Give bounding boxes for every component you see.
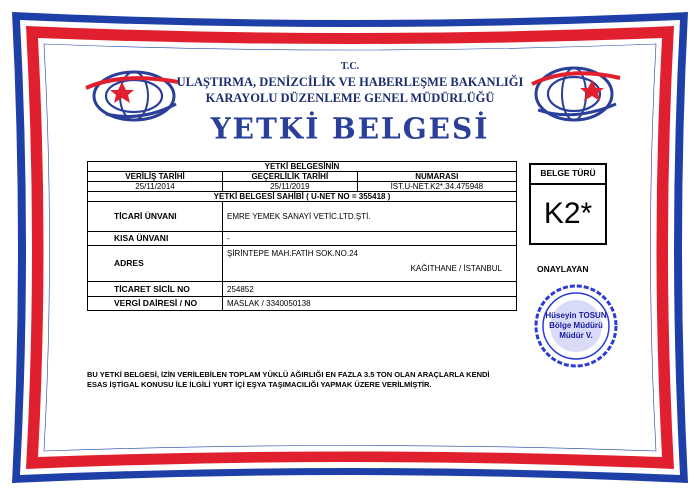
stamp-line2: Bölge Müdürü bbox=[549, 321, 603, 330]
header-directorate: KARAYOLU DÜZENLEME GENEL MÜDÜRLÜĞÜ bbox=[205, 91, 495, 105]
kisa-unvan-label: KISA ÜNVANI bbox=[88, 232, 223, 246]
onaylayan-label: ONAYLAYAN bbox=[537, 264, 589, 274]
adres-value bbox=[223, 246, 517, 282]
belge-turu-box bbox=[529, 163, 607, 245]
footer-line1: BU YETKİ BELGESİ, İZİN VERİLEBİLEN TOPLAM YÜKLÜ AĞIRLIĞI EN FAZLA 3.5 TON OLAN ARAÇLARLA KENDİ bbox=[87, 370, 490, 379]
ticari-unvan-label: TİCARİ ÜNVANI bbox=[88, 202, 223, 232]
col-validity-date: GEÇERLİLİK TARİHİ bbox=[223, 172, 358, 182]
footer-line2: ESAS İŞTİGAL KONUSU İLE İLGİLİ YURT İÇİ EŞYA TAŞIMACILIĞI YAPMAK ÜZERE VERİLMİŞTİR. bbox=[87, 380, 432, 389]
col-issue-date: VERİLİŞ TARİHİ bbox=[88, 172, 223, 182]
adres-line1: ŞİRİNTEPE MAH.FATİH SOK.NO.24 bbox=[227, 249, 358, 258]
col-number: NUMARASI bbox=[357, 172, 516, 182]
section-title: YETKİ BELGESİNİN bbox=[88, 162, 517, 172]
belge-turu-value: K2* bbox=[543, 197, 593, 230]
vergi-label: VERGİ DAİRESİ / NO bbox=[88, 297, 223, 311]
header-tc: T.C. bbox=[340, 61, 360, 72]
certificate-table bbox=[87, 161, 517, 311]
kisa-unvan-value: - bbox=[223, 232, 517, 246]
validity-date: 25/11/2019 bbox=[223, 182, 358, 192]
ticari-unvan-value: EMRE YEMEK SANAYİ VETİC.LTD.ŞTİ. bbox=[223, 202, 517, 232]
adres-line2: KAĞITHANE / İSTANBUL bbox=[410, 264, 502, 273]
issue-date: 25/11/2014 bbox=[88, 182, 223, 192]
belge-turu-label: BELGE TÜRÜ bbox=[531, 165, 605, 185]
sicil-label: TİCARET SİCİL NO bbox=[88, 282, 223, 297]
official-stamp bbox=[533, 283, 619, 369]
document-title: YETKİ BELGESİ bbox=[210, 111, 490, 146]
stamp-line3: Müdür V. bbox=[559, 331, 593, 340]
owner-title: YETKİ BELGESİ SAHİBİ ( U-NET NO = 355418 ) bbox=[88, 192, 517, 202]
adres-label: ADRES bbox=[88, 246, 223, 282]
sicil-value: 254852 bbox=[223, 282, 517, 297]
certificate-number: İST.U-NET.K2*.34.475948 bbox=[357, 182, 516, 192]
vergi-value: MASLAK / 3340050138 bbox=[223, 297, 517, 311]
stamp-name: Hüseyin TOSUN bbox=[545, 311, 607, 320]
header-ministry: ULAŞTIRMA, DENİZCİLİK VE HABERLEŞME BAKANLIĞI bbox=[176, 75, 524, 89]
